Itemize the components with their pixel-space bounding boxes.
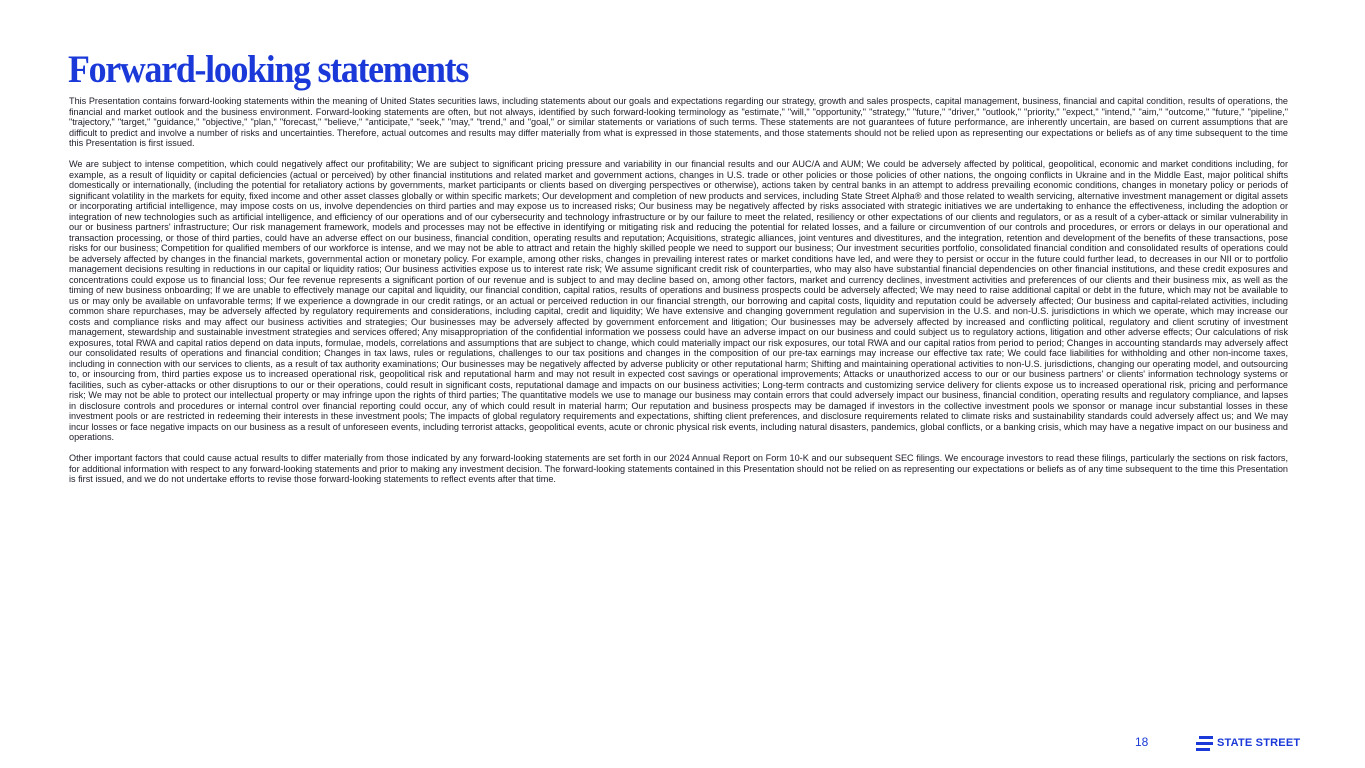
disclaimer-body (69, 96, 1288, 495)
intro-paragraph: This Presentation contains forward-looking statements within the meaning of United States securities laws, including statements about our goals and expectations regarding our strategy, growth and sales prospects, capital management, business, financial and capital condition, results of operations, the financial and market outlook and the business environment. Forward-looking statements are often, but not always, identified by such forward-looking terminology as "estimate," "will," "opportunity," "strategy," "future," "driver," "outlook," "priority," "expect," "intend," "aim," "outcome," "future," "pipeline," "trajectory," "target," "guidance," "objective," "plan," "forecast," "believe," "anticipate," "seek," "may," "trend," and "goal," or similar statements or variations of such terms. These statements are not guarantees of future performance, are inherently uncertain, are based on current assumptions that are difficult to predict and involve a number of risks and uncertainties. Therefore, actual outcomes and results may differ materially from what is expressed in those statements, and those statements should not be relied upon as representing our expectations or beliefs as of any time subsequent to the time this Presentation is first issued. (69, 96, 1288, 148)
page-title: Forward-looking statements (68, 48, 469, 91)
risk-factors-paragraph: We are subject to intense competition, which could negatively affect our profitability; We are subject to significant pricing pressure and variability in our financial results and our AUC/A and AUM; We could be adversely affected by political, geopolitical, economic and market conditions including, for example, as a result of liquidity or capital deficiencies (actual or perceived) by other financial institutions and related market and government actions, changes in U.S. trade or other policies or those policies of other nations, the ongoing conflicts in Ukraine and in the Middle East, major political shifts domestically or internationally, (including the potential for retaliatory actions by governments, market participants or clients based on diverging perspectives or otherwise), actions taken by central banks in an attempt to address prevailing economic conditions, changes in monetary policy or periods of significant volatility in the markets for equity, fixed income and other asset classes globally or within specific markets; Our development and completion of new products and services, including State Street Alpha® and those related to wealth servicing, alternative investment management or digital assets or incorporating artificial intelligence, may impose costs on us, involve dependencies on third parties and may expose us to increased risks; Our business may be negatively affected by risks associated with strategic initiatives we are undertaking to enhance the effectiveness, including the adoption or integration of new technologies such as artificial intelligence, and efficiency of our operations and of our cybersecurity and technology infrastructure or by our failure to meet the related, resiliency or other expectations of our clients and regulators, or as a result of a cyber-attack or similar vulnerability in our or business partners' infrastructure; Our risk management framework, models and processes may not be effective in identifying or mitigating risk and reducing the potential for related losses, and a failure or circumvention of our controls and procedures, or errors or delays in our operational and transaction processing, or those of third parties, could have an adverse effect on our business, financial condition, operating results and reputation; Acquisitions, strategic alliances, joint ventures and divestitures, and the integration, retention and development of the benefits of these transactions, pose risks for our business; Competition for qualified members of our workforce is intense, and we may not be able to attract and retain the highly skilled people we need to support our business; Our investment securities portfolio, consolidated financial condition and consolidated results of operations could be adversely affected by changes in the financial markets, governmental action or monetary policy. For example, among other risks, changes in prevailing interest rates or market conditions have led, and were they to persist or occur in the future could further lead, to decreases in our NII or to portfolio management decisions resulting in reductions in our capital or liquidity ratios; Our business activities expose us to interest rate risk; We assume significant credit risk of counterparties, who may also have substantial financial dependencies on other financial institutions, and these credit exposures and concentrations could expose us to financial loss; Our fee revenue represents a significant portion of our revenue and is subject to and may decline based on, among other factors, market and currency declines, investment activities and preferences of our clients and their business mix, as well as the timing of new business onboarding; If we are unable to effectively manage our capital and liquidity, our financial condition, capital ratios, results of operations and business prospects could be adversely affected; We may need to raise additional capital or debt in the future, which may not be available to us or may only be available on unfavorable terms; If we experience a downgrade in our credit ratings, or an actual or perceived reduction in our financial strength, our borrowing and capital costs, liquidity and reputation could be adversely affected; Our business and capital-related activities, including common share repurchases, may be adversely affected by regulatory requirements and considerations, including capital, credit and liquidity; We have extensive and changing government regulation and supervision in the U.S. and non-U.S. jurisdictions in which we operate, which may increase our costs and compliance risks and may affect our business activities and strategies; Our businesses may be adversely affected by government enforcement and litigation; Our businesses may be adversely affected by increased and conflicting political, regulatory and client scrutiny of investment management, stewardship and sustainable investment strategies and services offered; Any misappropriation of the confidential information we possess could have an adverse impact on our business and could subject us to regulatory actions, litigation and other adverse effects; Our calculations of risk exposures, total RWA and capital ratios depend on data inputs, formulae, models, correlations and assumptions that are subject to change, which could materially impact our risk exposures, our total RWA and our capital ratios from period to period; Changes in accounting standards may adversely affect our consolidated results of operations and financial condition; Changes in tax laws, rules or regulations, challenges to our tax positions and changes in the composition of our pre-tax earnings may increase our effective tax rate; We could face liabilities for withholding and other non-income taxes, including in connection with our services to clients, as a result of tax authority examinations; Our businesses may be negatively affected by adverse publicity or other reputational harm; Shifting and maintaining operational activities to non-U.S. jurisdictions, changing our operating model, and outsourcing to, or insourcing from, third parties expose us to increased operational risk, geopolitical risk and reputational harm and may not result in expected cost savings or operational improvements; Attacks or unauthorized access to our or our business partners' or clients' information technology systems or facilities, such as cyber-attacks or other disruptions to our or their operations, could result in significant costs, reputational damage and impacts on our business activities; Long-term contracts and customizing service delivery for clients expose us to increased operational risk, pricing and performance risk; We may not be able to protect our intellectual property or may infringe upon the rights of third parties; The quantitative models we use to manage our business may contain errors that could adversely impact our business, financial condition, operating results and regulatory compliance, and lapses in disclosure controls and procedures or internal control over financial reporting could occur, any of which could result in material harm; Our reputation and business prospects may be damaged if investors in the collective investment pools we sponsor or manage incur substantial losses in these investment pools or are restricted in redeeming their interests in these investment pools; The impacts of global regulatory requirements and expectations, shifting client preferences, and disclosure requirements related to climate risks and sustainability standards could adversely affect us; and We may incur losses or face negative impacts on our business as a result of unforeseen events, including terrorist attacks, geopolitical events, acute or chronic physical risk events, including natural disasters, pandemics, global conflicts, or a banking crisis, which may have a negative impact on our business and operations. (69, 159, 1288, 442)
logo-text: STATE STREET (1217, 737, 1301, 749)
other-factors-paragraph: Other important factors that could cause actual results to differ materially from those indicated by any forward-looking statements are set forth in our 2024 Annual Report on Form 10-K and our subsequent SEC filings. We encourage investors to read these filings, particularly the sections on risk factors, for additional information with respect to any forward-looking statements and prior to making any investment decision. The forward-looking statements contained in this Presentation should not be relied on as representing our expectations or beliefs as of any time subsequent to the time this Presentation is first issued, and we do not undertake efforts to revise those forward-looking statements to reflect events after that time. (69, 453, 1288, 484)
state-street-logo-icon (1196, 736, 1213, 751)
page-number: 18 (1135, 735, 1149, 749)
state-street-logo (1196, 735, 1300, 751)
